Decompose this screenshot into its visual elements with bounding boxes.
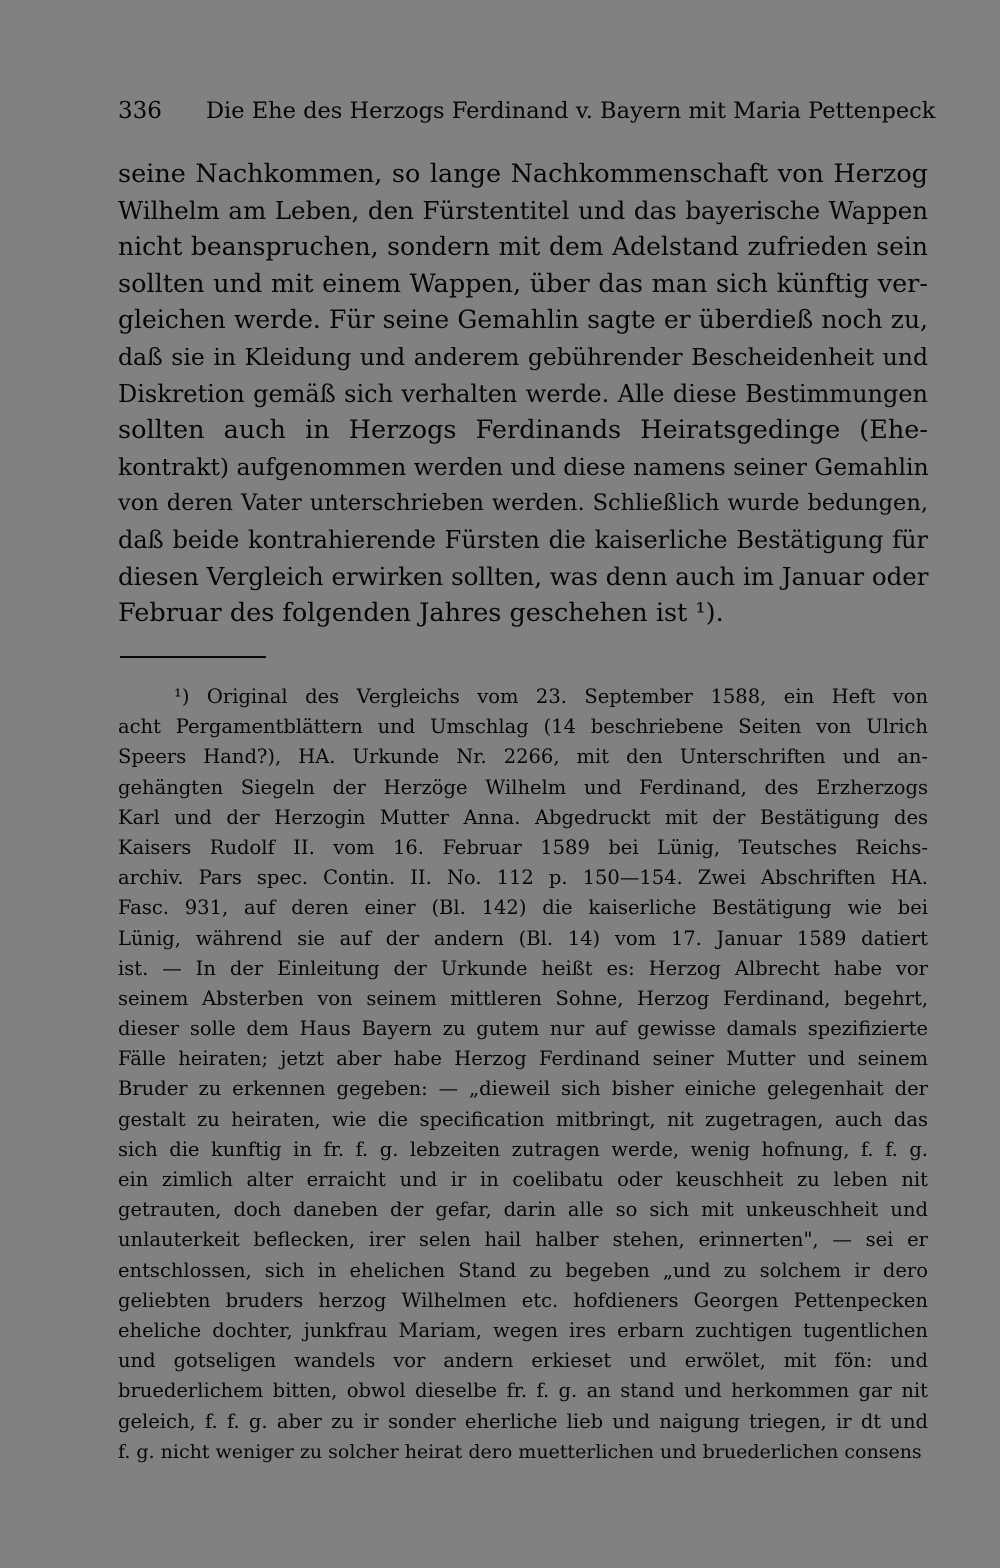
footnote-line: eheliche dochter, junkfrau Mariam, wegen ires erbarn zuchtigen tugentlichen: [118, 1318, 928, 1342]
footnote-line: Speers Hand?), HA. Urkunde Nr. 2266, mit den Unterschriften und an-: [118, 745, 928, 769]
footnote-line: geleich, f. f. g. aber zu ir sonder eherliche lieb und naigung triegen, ir dt und: [118, 1409, 928, 1433]
footnote-line: dieser solle dem Haus Bayern zu gutem nur auf gewisse damals spezifizierte: [118, 1017, 928, 1041]
footnote-line: seinem Absterben von seinem mittleren Sohne, Herzog Ferdinand, begehrt,: [118, 986, 928, 1010]
text-line: nicht beanspruchen, sondern mit dem Adelstand zufrieden sein: [118, 232, 928, 262]
footnote-line: und gotseligen wandels vor andern erkieset und erwölet, mit fön: und: [118, 1349, 928, 1373]
footnote-line: entschlossen, sich in ehelichen Stand zu begeben „und zu solchem ir dero: [118, 1258, 928, 1282]
footnote-line: gehängten Siegeln der Herzöge Wilhelm und Ferdinand, des Erzherzogs: [118, 775, 928, 799]
running-title: Die Ehe des Herzogs Ferdinand v. Bayern mit Maria Pettenpeck: [206, 98, 936, 124]
text-line: diesen Vergleich erwirken sollten, was denn auch im Januar oder: [118, 561, 929, 591]
footnote-line: ein zimlich alter erraicht und ir in coelibatu oder keuschheit zu leben nit: [118, 1168, 928, 1191]
footnote-line: f. g. nicht weniger zu solcher heirat dero muetterlichen und bruederlichen consens: [118, 1440, 922, 1463]
text-line: kontrakt) aufgenommen werden und diese namens seiner Gemahlin: [118, 452, 929, 481]
footnote-line: Kaisers Rudolf II. vom 16. Februar 1589 bei Lünig, Teutsches Reichs-: [118, 835, 928, 859]
footnote-line: Lünig, während sie auf der andern (Bl. 14) vom 17. Januar 1589 datiert: [118, 926, 928, 950]
text-line: sollten auch in Herzogs Ferdinands Heiratsgedinge (Ehe-: [118, 415, 928, 446]
footnote-line: Karl und der Herzogin Mutter Anna. Abgedruckt mit der Bestätigung des: [118, 805, 928, 829]
text-line: Februar des folgenden Jahres geschehen ist ¹).: [118, 598, 724, 629]
text-line: seine Nachkommen, so lange Nachkommenschaft von Herzog: [118, 159, 928, 189]
text-line: daß beide kontrahierende Fürsten die kaiserliche Bestätigung für: [118, 525, 928, 554]
text-line: sollten und mit einem Wappen, über das man sich künftig ver-: [118, 268, 928, 299]
text-line: von deren Vater unterschrieben werden. Schließlich wurde bedungen,: [118, 490, 928, 517]
footnote-line: archiv. Pars spec. Contin. II. No. 112 p. 150—154. Zwei Abschriften HA.: [118, 866, 928, 890]
footnote-line: acht Pergamentblättern und Umschlag (14 beschriebene Seiten von Ulrich: [118, 715, 928, 739]
text-line: gleichen werde. Für seine Gemahlin sagte er überdieß noch zu,: [118, 305, 928, 335]
main-paragraph: [118, 156, 928, 632]
text-line: Wilhelm am Leben, den Fürstentitel und das bayerische Wappen: [118, 195, 928, 225]
page-header: [118, 96, 936, 126]
footnote-line: ¹) Original des Vergleichs vom 23. September 1588, ein Heft von: [174, 685, 928, 708]
footnote-line: unlauterkeit beflecken, irer selen hail halber stehen, erinnerten", — sei er: [118, 1228, 928, 1252]
footnote-line: ist. — In der Einleitung der Urkunde heißt es: Herzog Albrecht habe vor: [118, 956, 928, 980]
footnote-line: Fasc. 931, auf deren einer (Bl. 142) die kaiserliche Bestätigung wie bei: [118, 896, 928, 920]
footnote-line: Fälle heiraten; jetzt aber habe Herzog Ferdinand seiner Mutter und seinem: [118, 1047, 928, 1071]
text-line: daß sie in Kleidung und anderem gebührender Bescheidenheit und: [118, 342, 928, 371]
footnote-separator: [120, 656, 266, 658]
footnote: [118, 682, 928, 1467]
footnote-line: Bruder zu erkennen gegeben: — „dieweil sich bisher einiche gelegenhait der: [118, 1077, 928, 1101]
text-line: Diskretion gemäß sich verhalten werde. Alle diese Bestimmungen: [118, 379, 928, 408]
footnote-line: bruederlichem bitten, obwol dieselbe fr. f. g. an stand und herkommen gar nit: [118, 1379, 928, 1403]
page-number: 336: [118, 98, 162, 124]
footnote-line: sich die kunftig in fr. f. g. lebzeiten zutragen werde, wenig hofnung, f. f. g.: [118, 1137, 928, 1161]
footnote-line: gestalt zu heiraten, wie die specification mitbringt, nit zugetragen, auch das: [118, 1107, 928, 1131]
footnote-line: geliebten bruders herzog Wilhelmen etc. hofdieners Georgen Pettenpecken: [118, 1288, 928, 1312]
footnote-line: getrauten, doch daneben der gefar, darin alle so sich mit unkeuschheit und: [118, 1198, 928, 1222]
